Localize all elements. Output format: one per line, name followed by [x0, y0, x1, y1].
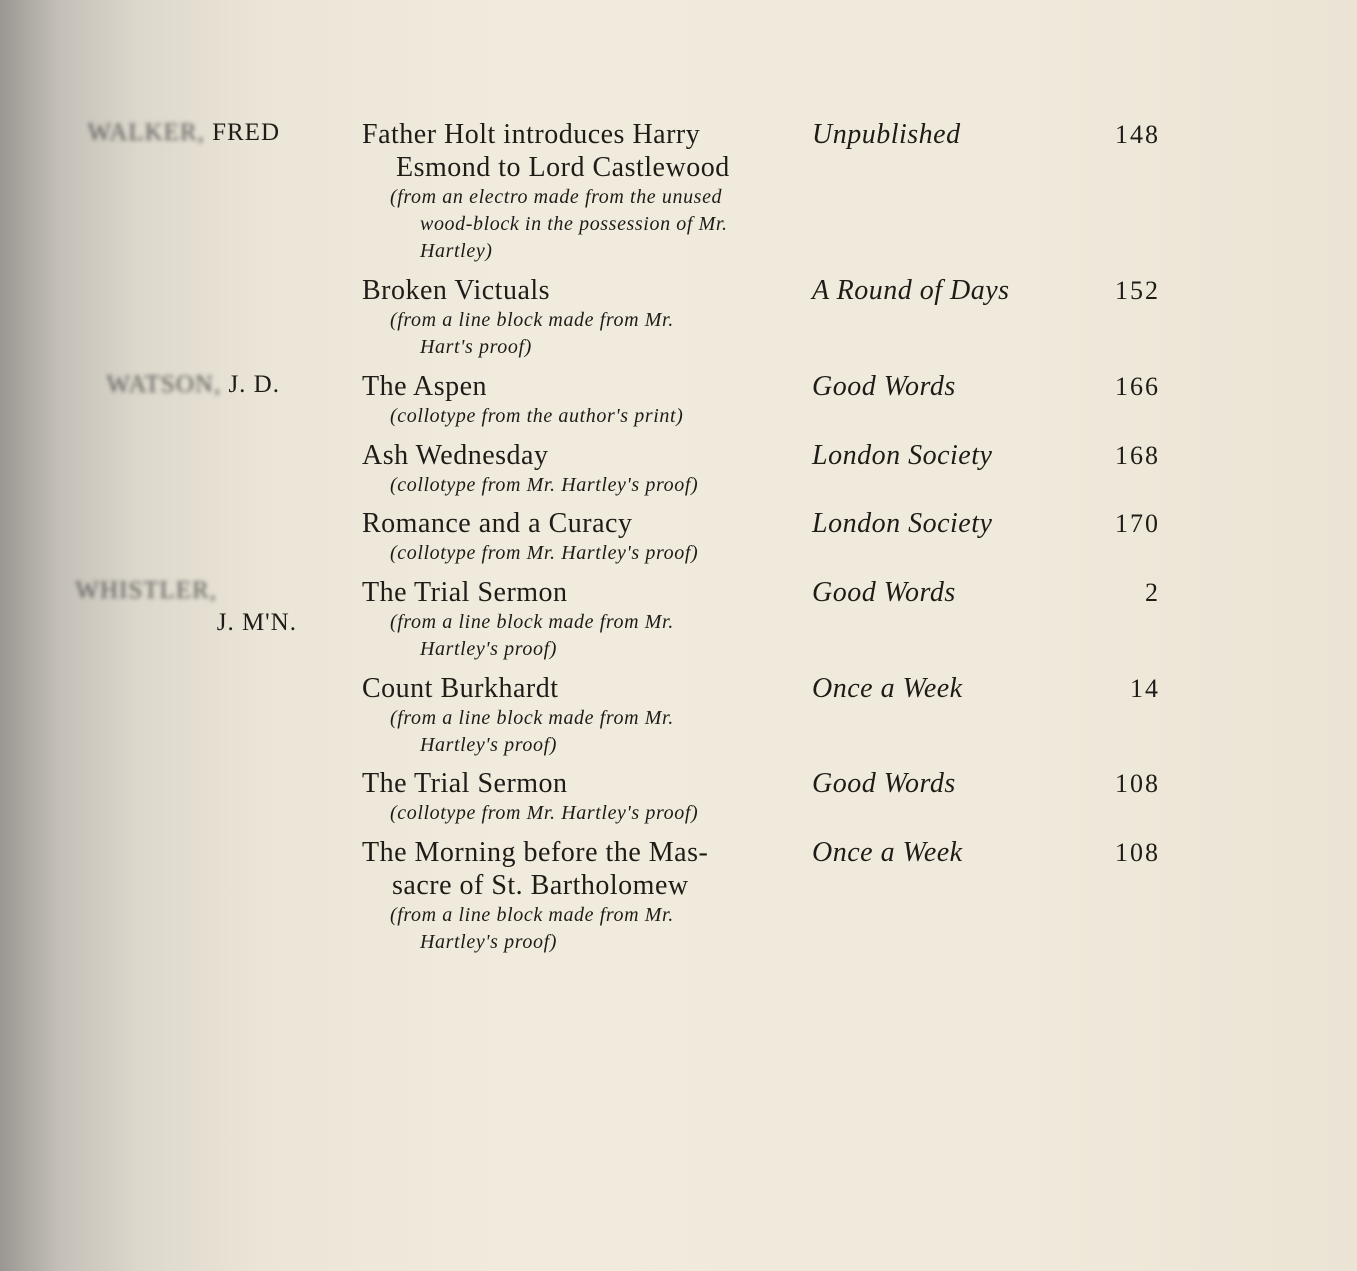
illustration-note: [362, 902, 782, 956]
note-line: Hartley's proof): [420, 931, 558, 953]
author-surname: WATSON,: [106, 371, 222, 398]
source-publication: Good Words: [812, 768, 956, 799]
illustration-title: [362, 672, 782, 759]
note-line: (from a line block made from Mr.: [390, 309, 674, 331]
author-name: [107, 370, 280, 400]
title-line: Ash Wednesday: [362, 440, 549, 471]
page-number: 166: [1115, 372, 1160, 401]
page-number: 14: [1130, 674, 1160, 703]
source-publication: Once a Week: [812, 837, 963, 868]
author-forename: FRED: [212, 119, 280, 146]
author-surname: WHISTLER,: [75, 577, 217, 604]
page-number: 168: [1115, 441, 1160, 470]
page-number: 108: [1115, 838, 1160, 867]
illustration-title: [362, 439, 782, 499]
illustration-note: [362, 540, 782, 567]
source-publication: Unpublished: [812, 119, 961, 150]
note-line: (from an electro made from the unused: [390, 186, 723, 208]
illustration-note: [362, 609, 782, 663]
page-number: 170: [1115, 509, 1160, 538]
source-publication: London Society: [812, 440, 993, 471]
title-line: Romance and a Curacy: [362, 508, 633, 539]
illustration-title: [362, 274, 782, 361]
title-line: The Trial Sermon: [362, 577, 568, 608]
title-line: Count Burkhardt: [362, 673, 559, 704]
source-publication: A Round of Days: [812, 275, 1010, 306]
illustration-note: [362, 800, 782, 827]
title-line: Father Holt introduces Harry: [362, 119, 701, 150]
source-publication: London Society: [812, 508, 993, 539]
author-surname: WALKER,: [87, 119, 205, 146]
page-number: 108: [1115, 769, 1160, 798]
note-line: (from a line block made from Mr.: [390, 611, 674, 633]
note-line: (collotype from Mr. Hartley's proof): [390, 802, 699, 824]
note-line: Hart's proof): [420, 336, 532, 358]
illustration-title: [362, 118, 782, 265]
title-line: The Morning before the Mas-: [362, 837, 709, 868]
page-number: 2: [1145, 578, 1160, 607]
title-line: The Trial Sermon: [362, 768, 568, 799]
author-name: [87, 118, 280, 148]
source-publication: Good Words: [812, 577, 956, 608]
illustration-note: [362, 184, 782, 265]
illustration-title: [362, 370, 782, 430]
note-line: (from a line block made from Mr.: [390, 707, 674, 729]
author-name: [75, 576, 297, 638]
illustration-note: [362, 307, 782, 361]
title-line: Broken Victuals: [362, 275, 551, 306]
illustration-title: [362, 507, 782, 567]
note-line: Hartley's proof): [420, 638, 558, 660]
note-line: Hartley's proof): [420, 734, 558, 756]
note-line: (collotype from Mr. Hartley's proof): [390, 542, 699, 564]
author-forename: J. M'N.: [216, 609, 297, 636]
source-publication: Once a Week: [812, 673, 963, 704]
illustration-note: [362, 472, 782, 499]
note-line: wood-block in the possession of Mr.: [420, 213, 728, 235]
author-forename: J. D.: [228, 371, 280, 398]
title-line: Esmond to Lord Castlewood: [396, 152, 730, 183]
title-line: The Aspen: [362, 371, 488, 402]
page-number: 152: [1115, 276, 1160, 305]
note-line: (from a line block made from Mr.: [390, 904, 674, 926]
illustration-note: [362, 705, 782, 759]
note-line: (collotype from Mr. Hartley's proof): [390, 474, 699, 496]
note-line: (collotype from the author's print): [390, 405, 684, 427]
source-publication: Good Words: [812, 371, 956, 402]
illustration-title: [362, 576, 782, 663]
title-line: sacre of St. Bartholomew: [392, 870, 689, 901]
note-line: Hartley): [420, 240, 493, 262]
illustration-title: [362, 767, 782, 827]
illustration-note: [362, 403, 782, 430]
page-number: 148: [1115, 120, 1160, 149]
illustration-title: [362, 836, 782, 956]
